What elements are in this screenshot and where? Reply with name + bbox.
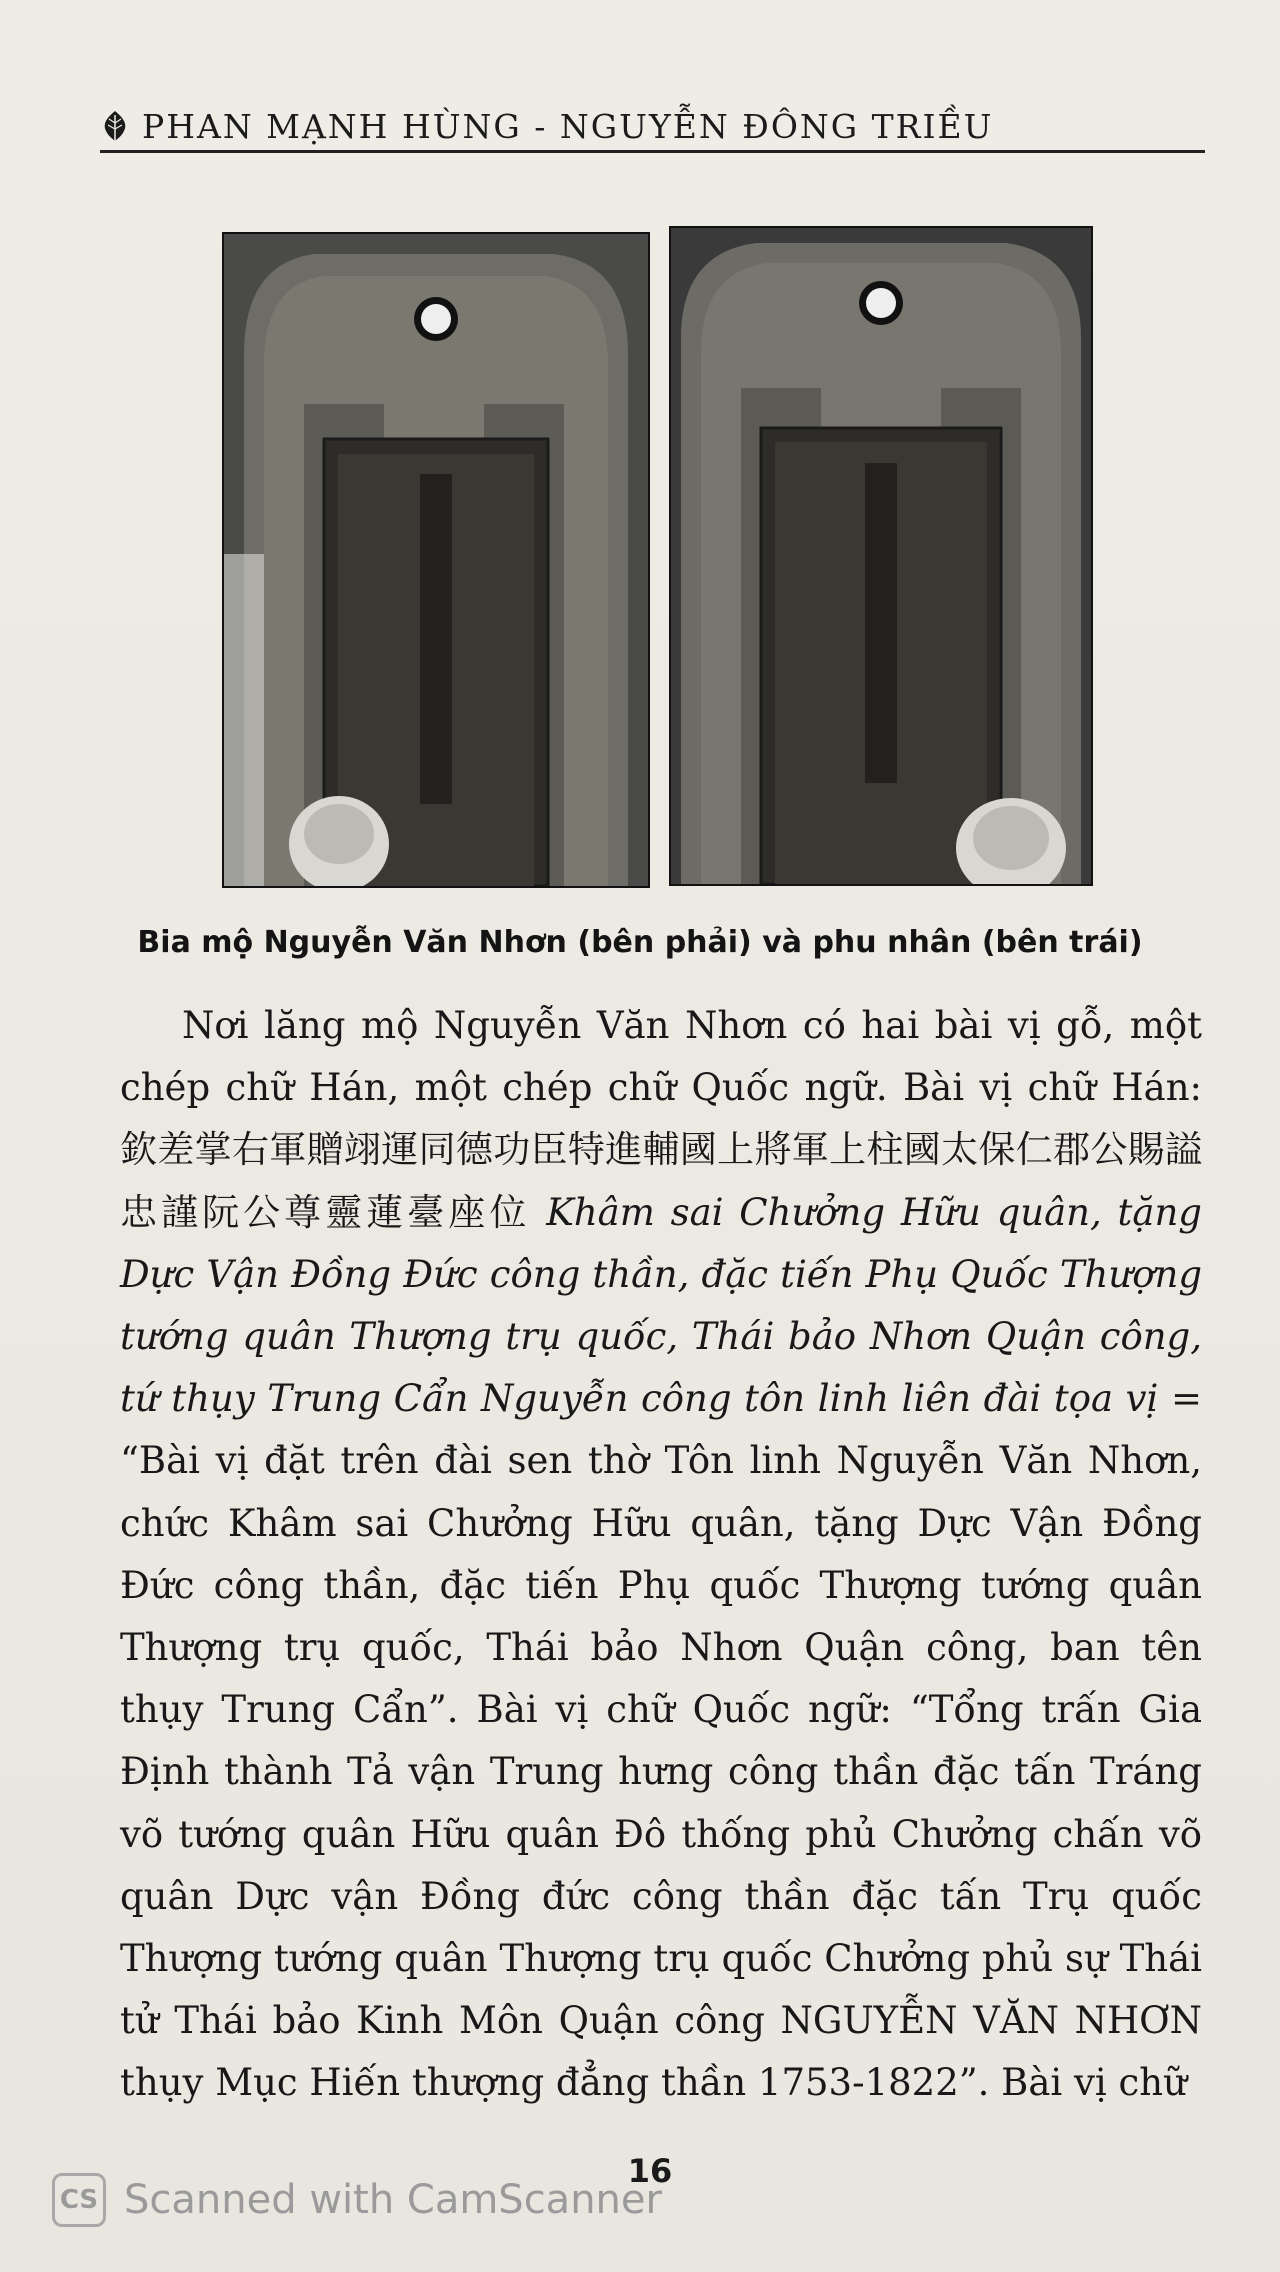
header-title: PHAN MẠNH HÙNG - NGUYỄN ĐÔNG TRIỀU — [142, 106, 994, 146]
figure-caption: Bia mộ Nguyễn Văn Nhơn (bên phải) và phu nhân (bên trái) — [137, 925, 1143, 960]
page-number: 16 — [627, 2152, 673, 2190]
body-text-part2: = “Bài vị đặt trên đài sen thờ Tôn linh Nguyễn Văn Nhơn, chức Khâm sai Chưởng Hữu quân, tặng Dực Vận Đồng Đức công thần, đặc tiến Phụ quốc Thượng tướng quân Thượng trụ quốc, Thái bảo Nhơn Quận công, ban tên thụy Trung Cẩn”. Bài vị chữ Quốc ngữ: “Tổng trấn Gia Định thành Tả vận Trung hưng công thần đặc tấn Tráng võ tướng quân Hữu quân Đô thống phủ Chưởng chấn võ quân Dực vận Đồng đức công thần đặc tấn Trụ quốc Thượng tướng quân Thượng trụ quốc Chưởng phủ sự Thái tử Thái bảo Kinh Môn Quận công NGUYỄN VĂN NHƠN thụy Mục Hiến thượng đẳng thần 1753-1822”. Bài vị chữ — [120, 1377, 1202, 2105]
tombstone-photo-right — [669, 226, 1093, 886]
camscanner-watermark — [52, 2170, 662, 2230]
tombstone-photo-left — [222, 232, 650, 888]
body-text-part1: Nơi lăng mộ Nguyễn Văn Nhơn có hai bài vị gỗ, một chép chữ Hán, một chép chữ Quốc ngữ. Bài vị chữ Hán: 欽差掌右軍贈翊運同德功臣特進輔國上將軍上柱國太保仁郡公賜謚忠謹阮公尊靈蓮臺座位 — [120, 1004, 1202, 1234]
body-paragraph — [120, 995, 1202, 2115]
paragraph — [120, 995, 1202, 2115]
tombstone-image-right — [671, 228, 1091, 884]
body-text-italic: Khâm sai Chưởng Hữu quân, tặng Dực Vận Đồng Đức công thần, đặc tiến Phụ Quốc Thượng tướng quân Thượng trụ quốc, Thái bảo Nhơn Quận công, tứ thụy Trung Cẩn Nguyễn công tôn linh liên đài tọa vị — [120, 1190, 1202, 1421]
watermark-text: Scanned with CamScanner — [124, 2177, 662, 2223]
header-rule — [100, 150, 1205, 153]
camscanner-logo-icon: CS — [52, 2173, 106, 2227]
tombstone-image-left — [224, 234, 648, 886]
running-header — [100, 98, 1200, 154]
leaf-ornament-icon — [100, 109, 130, 143]
